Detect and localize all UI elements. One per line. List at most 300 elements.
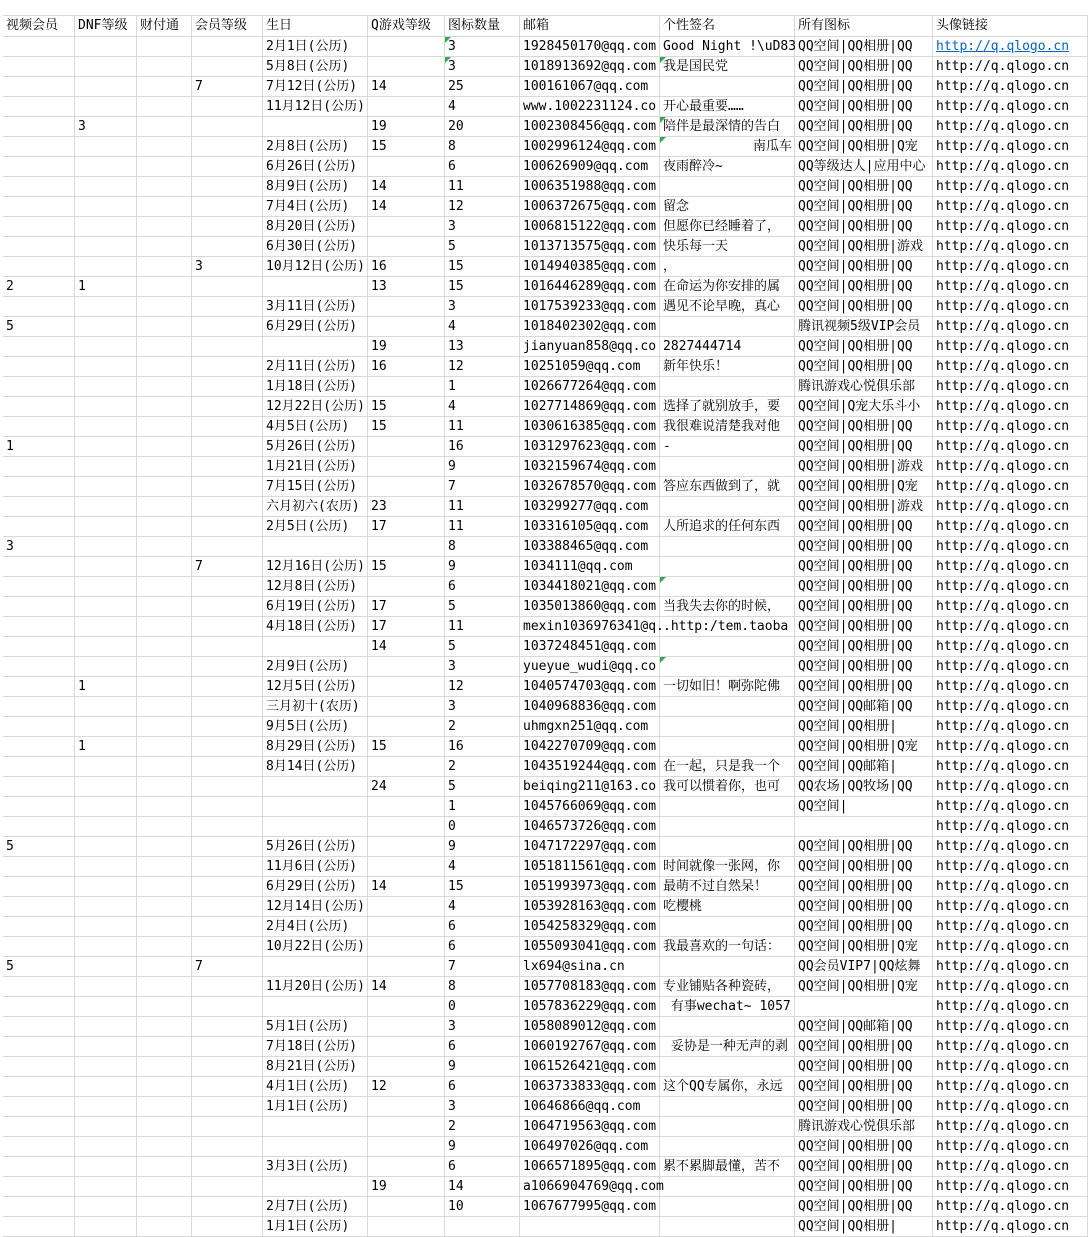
- cell[interactable]: [263, 957, 368, 977]
- cell[interactable]: 9: [445, 557, 520, 577]
- cell[interactable]: [3, 137, 75, 157]
- cell[interactable]: 2月11日(公历): [263, 357, 368, 377]
- cell[interactable]: [137, 737, 192, 757]
- cell[interactable]: 12月5日(公历): [263, 677, 368, 697]
- cell[interactable]: QQ空间|QQ相册|Q宠: [795, 137, 933, 157]
- cell[interactable]: [660, 1097, 795, 1117]
- cell[interactable]: QQ空间|QQ邮箱|QQ: [795, 697, 933, 717]
- cell[interactable]: http://q.qlogo.cn: [933, 697, 1088, 717]
- cell[interactable]: http://q.qlogo.cn: [933, 177, 1088, 197]
- cell[interactable]: 16: [445, 437, 520, 457]
- cell[interactable]: [660, 1057, 795, 1077]
- cell[interactable]: [660, 377, 795, 397]
- column-header-4[interactable]: 生日: [263, 16, 368, 37]
- cell[interactable]: QQ空间|QQ相册|Q宠: [795, 477, 933, 497]
- cell[interactable]: http://q.qlogo.cn: [933, 677, 1088, 697]
- cell[interactable]: [75, 237, 137, 257]
- cell[interactable]: QQ空间|QQ相册|QQ: [795, 217, 933, 237]
- cell[interactable]: 8月21日(公历): [263, 1057, 368, 1077]
- cell[interactable]: QQ空间|QQ相册|游戏: [795, 457, 933, 477]
- cell[interactable]: 1月1日(公历): [263, 1217, 368, 1237]
- cell[interactable]: [3, 977, 75, 997]
- cell[interactable]: [137, 77, 192, 97]
- cell[interactable]: [192, 977, 263, 997]
- cell[interactable]: mexin1036976341@q.: [520, 617, 660, 637]
- cell[interactable]: http://q.qlogo.cn: [933, 1217, 1088, 1237]
- cell[interactable]: [192, 1157, 263, 1177]
- cell[interactable]: QQ空间|QQ相册|QQ: [795, 1037, 933, 1057]
- cell[interactable]: [263, 277, 368, 297]
- cell[interactable]: [3, 797, 75, 817]
- cell[interactable]: [660, 457, 795, 477]
- cell[interactable]: [192, 477, 263, 497]
- cell[interactable]: QQ空间|QQ相册|QQ: [795, 1057, 933, 1077]
- cell[interactable]: [137, 297, 192, 317]
- cell[interactable]: [3, 1217, 75, 1237]
- cell[interactable]: 1002996124@qq.com: [520, 137, 660, 157]
- cell[interactable]: http://q.qlogo.cn: [933, 1197, 1088, 1217]
- cell[interactable]: 2: [445, 717, 520, 737]
- cell[interactable]: [3, 497, 75, 517]
- cell[interactable]: http://q.qlogo.cn: [933, 497, 1088, 517]
- cell[interactable]: 8月29日(公历): [263, 737, 368, 757]
- cell[interactable]: 7: [445, 477, 520, 497]
- cell[interactable]: 3: [192, 257, 263, 277]
- cell[interactable]: QQ空间|QQ相册|QQ: [795, 637, 933, 657]
- cell[interactable]: QQ空间|QQ相册|Q宠: [795, 737, 933, 757]
- cell[interactable]: QQ空间|QQ相册|QQ: [795, 117, 933, 137]
- cell[interactable]: 100161067@qq.com: [520, 77, 660, 97]
- cell[interactable]: QQ空间|QQ相册|QQ: [795, 837, 933, 857]
- cell[interactable]: [3, 257, 75, 277]
- column-header-5[interactable]: Q游戏等级: [368, 16, 445, 37]
- cell[interactable]: [660, 917, 795, 937]
- cell[interactable]: [75, 577, 137, 597]
- cell[interactable]: 有事wechat~ 1057: [660, 997, 795, 1017]
- cell[interactable]: 15: [445, 257, 520, 277]
- cell[interactable]: [137, 517, 192, 537]
- cell[interactable]: QQ空间|QQ相册|QQ: [795, 517, 933, 537]
- cell[interactable]: [137, 837, 192, 857]
- cell[interactable]: [137, 617, 192, 637]
- cell[interactable]: QQ空间|QQ相册|QQ: [795, 1077, 933, 1097]
- cell[interactable]: [137, 997, 192, 1017]
- cell[interactable]: 3月11日(公历): [263, 297, 368, 317]
- cell[interactable]: ，: [660, 257, 795, 277]
- cell[interactable]: 时间就像一张网，你: [660, 857, 795, 877]
- cell[interactable]: QQ空间|QQ相册|: [795, 1217, 933, 1237]
- cell[interactable]: http://q.qlogo.cn: [933, 437, 1088, 457]
- cell[interactable]: QQ等级达人|应用中心: [795, 157, 933, 177]
- cell[interactable]: [137, 677, 192, 697]
- cell[interactable]: http://q.qlogo.cn: [933, 897, 1088, 917]
- cell[interactable]: [192, 897, 263, 917]
- cell[interactable]: [75, 57, 137, 77]
- cell[interactable]: [3, 777, 75, 797]
- cell[interactable]: [137, 937, 192, 957]
- cell[interactable]: 我是国民党: [660, 57, 795, 77]
- cell[interactable]: 5月26日(公历): [263, 437, 368, 457]
- cell[interactable]: 夜雨醉冷~: [660, 157, 795, 177]
- cell[interactable]: http://q.qlogo.cn: [933, 417, 1088, 437]
- cell[interactable]: 15: [368, 737, 445, 757]
- cell[interactable]: [75, 297, 137, 317]
- cell[interactable]: http://q.qlogo.cn: [933, 1057, 1088, 1077]
- cell[interactable]: [263, 817, 368, 837]
- cell[interactable]: [3, 477, 75, 497]
- cell[interactable]: http://q.qlogo.cn: [933, 197, 1088, 217]
- cell[interactable]: QQ空间|QQ相册|QQ: [795, 37, 933, 57]
- cell[interactable]: [75, 697, 137, 717]
- cell[interactable]: 1057836229@qq.com: [520, 997, 660, 1017]
- cell[interactable]: http://q.qlogo.cn: [933, 217, 1088, 237]
- cell[interactable]: [192, 917, 263, 937]
- cell[interactable]: [3, 657, 75, 677]
- cell[interactable]: [3, 937, 75, 957]
- cell[interactable]: QQ空间|QQ相册|QQ: [795, 357, 933, 377]
- cell[interactable]: 六月初六(农历): [263, 497, 368, 517]
- cell[interactable]: [137, 57, 192, 77]
- cell[interactable]: 妥协是一种无声的剥: [660, 1037, 795, 1057]
- cell[interactable]: 1: [75, 677, 137, 697]
- cell[interactable]: 6: [445, 577, 520, 597]
- cell[interactable]: 7月18日(公历): [263, 1037, 368, 1057]
- cell[interactable]: [3, 637, 75, 657]
- cell[interactable]: 6月19日(公历): [263, 597, 368, 617]
- cell[interactable]: [75, 857, 137, 877]
- cell[interactable]: [368, 857, 445, 877]
- cell[interactable]: 在一起，只是我一个: [660, 757, 795, 777]
- cell[interactable]: [3, 177, 75, 197]
- cell[interactable]: [137, 957, 192, 977]
- cell[interactable]: http://q.qlogo.cn: [933, 317, 1088, 337]
- cell[interactable]: http://q.qlogo.cn: [933, 757, 1088, 777]
- cell[interactable]: [75, 77, 137, 97]
- cell[interactable]: [137, 417, 192, 437]
- cell[interactable]: 1006372675@qq.com: [520, 197, 660, 217]
- cell[interactable]: 1034111@qq.com: [520, 557, 660, 577]
- cell[interactable]: 留念: [660, 197, 795, 217]
- cell[interactable]: 1: [445, 377, 520, 397]
- cell[interactable]: 1034418021@qq.com: [520, 577, 660, 597]
- cell[interactable]: [137, 857, 192, 877]
- cell[interactable]: [192, 37, 263, 57]
- cell[interactable]: a1066904769@qq.com: [520, 1177, 660, 1197]
- cell[interactable]: [660, 957, 795, 977]
- cell[interactable]: [3, 217, 75, 237]
- cell[interactable]: [75, 1097, 137, 1117]
- cell[interactable]: [192, 437, 263, 457]
- cell[interactable]: lx694@sina.cn: [520, 957, 660, 977]
- cell[interactable]: 13: [368, 277, 445, 297]
- cell[interactable]: [368, 1157, 445, 1177]
- cell[interactable]: [3, 1137, 75, 1157]
- cell[interactable]: [192, 757, 263, 777]
- cell[interactable]: [137, 1177, 192, 1197]
- cell[interactable]: 23: [368, 497, 445, 517]
- cell[interactable]: [137, 357, 192, 377]
- cell[interactable]: http://q.qlogo.cn: [933, 137, 1088, 157]
- cell[interactable]: http://q.qlogo.cn: [933, 637, 1088, 657]
- cell[interactable]: [368, 217, 445, 237]
- cell[interactable]: 0: [445, 997, 520, 1017]
- cell[interactable]: 10月12日(公历): [263, 257, 368, 277]
- cell[interactable]: [137, 557, 192, 577]
- cell[interactable]: 6月29日(公历): [263, 317, 368, 337]
- cell[interactable]: [368, 37, 445, 57]
- cell[interactable]: [192, 457, 263, 477]
- cell[interactable]: [263, 117, 368, 137]
- cell[interactable]: http://q.qlogo.cn: [933, 237, 1088, 257]
- cell[interactable]: [75, 1177, 137, 1197]
- cell[interactable]: [75, 977, 137, 997]
- cell[interactable]: 6: [445, 1037, 520, 1057]
- cell[interactable]: http://q.qlogo.cn: [933, 1017, 1088, 1037]
- cell[interactable]: QQ空间|QQ相册|QQ: [795, 1137, 933, 1157]
- cell[interactable]: 3: [445, 1017, 520, 1037]
- cell[interactable]: QQ空间|QQ相册|QQ: [795, 577, 933, 597]
- cell[interactable]: [75, 197, 137, 217]
- cell[interactable]: 11: [445, 497, 520, 517]
- cell[interactable]: [192, 797, 263, 817]
- cell[interactable]: [660, 557, 795, 577]
- cell[interactable]: [137, 497, 192, 517]
- cell[interactable]: 人所追求的任何东西: [660, 517, 795, 537]
- cell[interactable]: [3, 737, 75, 757]
- cell[interactable]: 17: [368, 597, 445, 617]
- cell[interactable]: http://q.qlogo.cn: [933, 157, 1088, 177]
- cell[interactable]: [368, 817, 445, 837]
- cell[interactable]: -: [660, 437, 795, 457]
- cell[interactable]: http://q.qlogo.cn: [933, 77, 1088, 97]
- cell[interactable]: QQ空间|: [795, 797, 933, 817]
- cell[interactable]: [368, 317, 445, 337]
- cell[interactable]: 1061526421@qq.com: [520, 1057, 660, 1077]
- cell[interactable]: http://q.qlogo.cn: [933, 257, 1088, 277]
- cell[interactable]: 11月20日(公历): [263, 977, 368, 997]
- cell[interactable]: [137, 657, 192, 677]
- cell[interactable]: [263, 777, 368, 797]
- cell[interactable]: 16: [368, 357, 445, 377]
- cell[interactable]: http://q.qlogo.cn: [933, 1157, 1088, 1177]
- cell[interactable]: http://q.qlogo.cn: [933, 817, 1088, 837]
- cell[interactable]: [75, 377, 137, 397]
- cell[interactable]: 7: [445, 957, 520, 977]
- cell[interactable]: [137, 777, 192, 797]
- cell[interactable]: 1043519244@qq.com: [520, 757, 660, 777]
- cell[interactable]: 1月21日(公历): [263, 457, 368, 477]
- cell[interactable]: 103388465@qq.com: [520, 537, 660, 557]
- column-header-10[interactable]: 头像链接: [933, 16, 1088, 37]
- cell[interactable]: [75, 657, 137, 677]
- cell[interactable]: [3, 197, 75, 217]
- cell[interactable]: [3, 417, 75, 437]
- cell[interactable]: [192, 97, 263, 117]
- cell[interactable]: 3: [445, 57, 520, 77]
- cell[interactable]: [75, 877, 137, 897]
- cell[interactable]: [368, 377, 445, 397]
- cell[interactable]: 1002308456@qq.com: [520, 117, 660, 137]
- cell[interactable]: http://q.qlogo.cn: [933, 1077, 1088, 1097]
- cell[interactable]: [75, 1117, 137, 1137]
- cell[interactable]: 15: [368, 397, 445, 417]
- cell[interactable]: [3, 117, 75, 137]
- cell[interactable]: [3, 357, 75, 377]
- cell[interactable]: [75, 797, 137, 817]
- cell[interactable]: [368, 97, 445, 117]
- cell[interactable]: 6: [445, 157, 520, 177]
- cell[interactable]: 2: [3, 277, 75, 297]
- cell[interactable]: [660, 817, 795, 837]
- cell[interactable]: [660, 657, 795, 677]
- cell[interactable]: 我可以惯着你，也可: [660, 777, 795, 797]
- cell[interactable]: 4: [445, 857, 520, 877]
- cell[interactable]: [75, 557, 137, 577]
- cell[interactable]: [192, 137, 263, 157]
- cell[interactable]: 9: [445, 837, 520, 857]
- cell[interactable]: 8月9日(公历): [263, 177, 368, 197]
- cell[interactable]: 5: [445, 637, 520, 657]
- cell[interactable]: [368, 837, 445, 857]
- cell[interactable]: [192, 777, 263, 797]
- cell[interactable]: [137, 1117, 192, 1137]
- cell[interactable]: QQ空间|QQ相册|QQ: [795, 537, 933, 557]
- cell[interactable]: [192, 1137, 263, 1157]
- cell[interactable]: [75, 637, 137, 657]
- cell[interactable]: [3, 57, 75, 77]
- cell[interactable]: [75, 777, 137, 797]
- cell[interactable]: [660, 637, 795, 657]
- cell[interactable]: [192, 337, 263, 357]
- cell[interactable]: [137, 337, 192, 357]
- cell[interactable]: 5: [3, 957, 75, 977]
- cell[interactable]: 1046573726@qq.com: [520, 817, 660, 837]
- cell[interactable]: QQ空间|QQ相册|Q宠: [795, 937, 933, 957]
- column-header-0[interactable]: 视频会员: [3, 16, 75, 37]
- cell[interactable]: 1014940385@qq.com: [520, 257, 660, 277]
- cell[interactable]: 17: [368, 617, 445, 637]
- cell[interactable]: [75, 1137, 137, 1157]
- cell[interactable]: QQ空间|QQ相册|QQ: [795, 897, 933, 917]
- cell[interactable]: 16: [368, 257, 445, 277]
- cell[interactable]: http://q.qlogo.cn: [933, 777, 1088, 797]
- cell[interactable]: http://q.qlogo.cn: [933, 797, 1088, 817]
- cell[interactable]: 三月初十(农历): [263, 697, 368, 717]
- cell[interactable]: [368, 657, 445, 677]
- cell[interactable]: [192, 677, 263, 697]
- cell[interactable]: http://q.qlogo.cn: [933, 397, 1088, 417]
- cell[interactable]: [137, 237, 192, 257]
- cell[interactable]: [795, 817, 933, 837]
- cell[interactable]: [137, 817, 192, 837]
- cell[interactable]: [75, 917, 137, 937]
- cell[interactable]: [137, 977, 192, 997]
- cell[interactable]: [137, 477, 192, 497]
- cell[interactable]: QQ空间|QQ相册|QQ: [795, 57, 933, 77]
- cell[interactable]: [660, 1017, 795, 1037]
- cell[interactable]: [137, 877, 192, 897]
- cell[interactable]: http://q.qlogo.cn: [933, 537, 1088, 557]
- cell[interactable]: Good Night !\uD83: [660, 37, 795, 57]
- cell[interactable]: [795, 997, 933, 1017]
- cell[interactable]: 12月8日(公历): [263, 577, 368, 597]
- cell[interactable]: http://q.qlogo.cn: [933, 717, 1088, 737]
- cell[interactable]: 12: [445, 197, 520, 217]
- cell[interactable]: [75, 157, 137, 177]
- cell[interactable]: 8月14日(公历): [263, 757, 368, 777]
- cell[interactable]: [75, 597, 137, 617]
- cell[interactable]: 我最喜欢的一句话：: [660, 937, 795, 957]
- cell[interactable]: [192, 517, 263, 537]
- cell[interactable]: 南瓜车: [660, 137, 795, 157]
- cell[interactable]: 0: [445, 817, 520, 837]
- cell[interactable]: 15: [368, 137, 445, 157]
- cell[interactable]: [520, 1217, 660, 1237]
- cell[interactable]: 3: [445, 1097, 520, 1117]
- cell[interactable]: [192, 1197, 263, 1217]
- cell[interactable]: [368, 1017, 445, 1037]
- cell[interactable]: [368, 957, 445, 977]
- cell[interactable]: 11月6日(公历): [263, 857, 368, 877]
- cell[interactable]: 11: [445, 617, 520, 637]
- cell[interactable]: [137, 97, 192, 117]
- cell[interactable]: http://q.qlogo.cn: [933, 1177, 1088, 1197]
- column-header-2[interactable]: 财付通: [137, 16, 192, 37]
- cell[interactable]: QQ空间|QQ相册|QQ: [795, 857, 933, 877]
- cell[interactable]: [263, 797, 368, 817]
- avatar-link[interactable]: http://q.qlogo.cn: [936, 39, 1070, 54]
- cell[interactable]: http://q.qlogo.cn: [933, 337, 1088, 357]
- cell[interactable]: http://q.qlogo.cn: [933, 857, 1088, 877]
- cell[interactable]: [3, 397, 75, 417]
- cell[interactable]: 1月18日(公历): [263, 377, 368, 397]
- cell[interactable]: 15: [445, 277, 520, 297]
- cell[interactable]: 1030616385@qq.com: [520, 417, 660, 437]
- cell[interactable]: 15: [368, 417, 445, 437]
- cell[interactable]: [3, 37, 75, 57]
- cell[interactable]: 新年快乐！: [660, 357, 795, 377]
- cell[interactable]: [660, 1117, 795, 1137]
- cell[interactable]: 1051811561@qq.com: [520, 857, 660, 877]
- cell[interactable]: [75, 137, 137, 157]
- cell[interactable]: 2月8日(公历): [263, 137, 368, 157]
- cell[interactable]: [368, 537, 445, 557]
- cell[interactable]: [368, 1037, 445, 1057]
- cell[interactable]: 1037248451@qq.com: [520, 637, 660, 657]
- cell[interactable]: [75, 337, 137, 357]
- cell[interactable]: 1006815122@qq.com: [520, 217, 660, 237]
- cell[interactable]: [192, 1017, 263, 1037]
- cell[interactable]: [137, 117, 192, 137]
- cell[interactable]: [137, 1037, 192, 1057]
- cell[interactable]: 1032159674@qq.com: [520, 457, 660, 477]
- cell[interactable]: [660, 77, 795, 97]
- cell[interactable]: [137, 1017, 192, 1037]
- column-header-1[interactable]: DNF等级: [75, 16, 137, 37]
- cell[interactable]: [3, 1077, 75, 1097]
- cell[interactable]: [368, 997, 445, 1017]
- cell[interactable]: [75, 1077, 137, 1097]
- cell[interactable]: http://q.qlogo.cn: [933, 357, 1088, 377]
- cell[interactable]: [368, 437, 445, 457]
- cell[interactable]: [660, 177, 795, 197]
- cell[interactable]: QQ空间|QQ邮箱|QQ: [795, 1017, 933, 1037]
- cell[interactable]: [368, 757, 445, 777]
- cell[interactable]: http://q.qlogo.cn: [933, 1137, 1088, 1157]
- cell[interactable]: [368, 1117, 445, 1137]
- cell[interactable]: 我很难说清楚我对他: [660, 417, 795, 437]
- cell[interactable]: QQ空间|QQ相册|QQ: [795, 417, 933, 437]
